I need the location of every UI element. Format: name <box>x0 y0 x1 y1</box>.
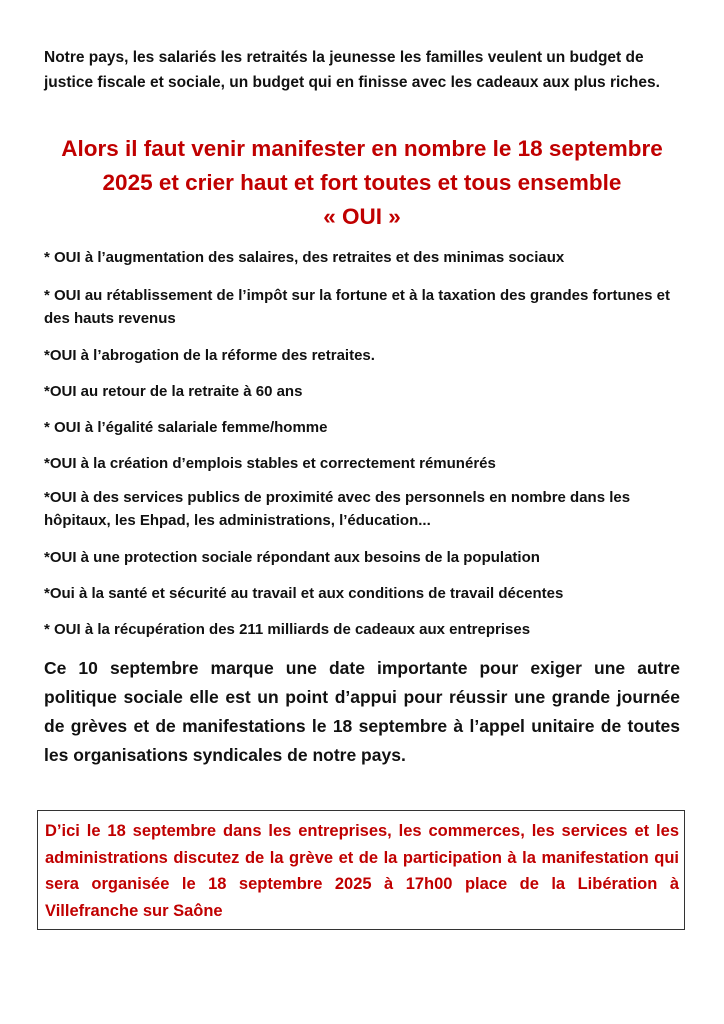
event-callout-box <box>37 810 685 930</box>
call-to-action-paragraph: Ce 10 septembre marque une date importante pour exiger une autre politique sociale elle est un point d’appui pour réussir une grande journée de grèves et de manifestations le 18 septembre à l’appel unitaire de toutes les organisations syndicales de notre pays. <box>44 658 680 765</box>
demand-item: * OUI à l’augmentation des salaires, des retraites et des minimas sociaux <box>44 249 565 266</box>
headline-line-1: Alors il faut venir manifester en nombre le 18 septembre <box>61 136 663 161</box>
demand-item: * OUI à l’égalité salariale femme/homme <box>44 419 328 436</box>
headline-line-2: 2025 et crier haut et fort toutes et tous ensemble <box>102 170 622 195</box>
demand-item: *OUI à une protection sociale répondant aux besoins de la population <box>44 549 540 566</box>
demand-item: *OUI au retour de la retraite à 60 ans <box>44 383 303 400</box>
demand-item: *OUI à la création d’emplois stables et correctement rémunérés <box>44 455 496 472</box>
demand-item: *OUI à des services publics de proximité avec des personnels en nombre dans les hôpitaux, les Ehpad, les administrations, l’éducation... <box>44 489 631 529</box>
demand-item: * OUI au rétablissement de l’impôt sur la fortune et à la taxation des grandes fortunes et des hauts revenus <box>44 287 670 327</box>
headline-line-3: « OUI » <box>323 204 401 229</box>
headline <box>30 132 694 234</box>
demand-item: *OUI à l’abrogation de la réforme des retraites. <box>44 347 375 364</box>
demand-item: *Oui à la santé et sécurité au travail et aux conditions de travail décentes <box>44 585 564 602</box>
demand-item: * OUI à la récupération des 211 milliards de cadeaux aux entreprises <box>44 621 531 638</box>
intro-paragraph: Notre pays, les salariés les retraités la jeunesse les familles veulent un budget de justice fiscale et sociale, un budget qui en finisse avec les cadeaux aux plus riches. <box>44 49 660 91</box>
event-callout-text: D’ici le 18 septembre dans les entreprises, les commerces, les services et les administrations discutez de la grève et de la participation à la manifestation qui sera organisée le 18 septembre 2025 à 17h00 place de la Libération à Villefranche sur Saône <box>45 822 679 920</box>
